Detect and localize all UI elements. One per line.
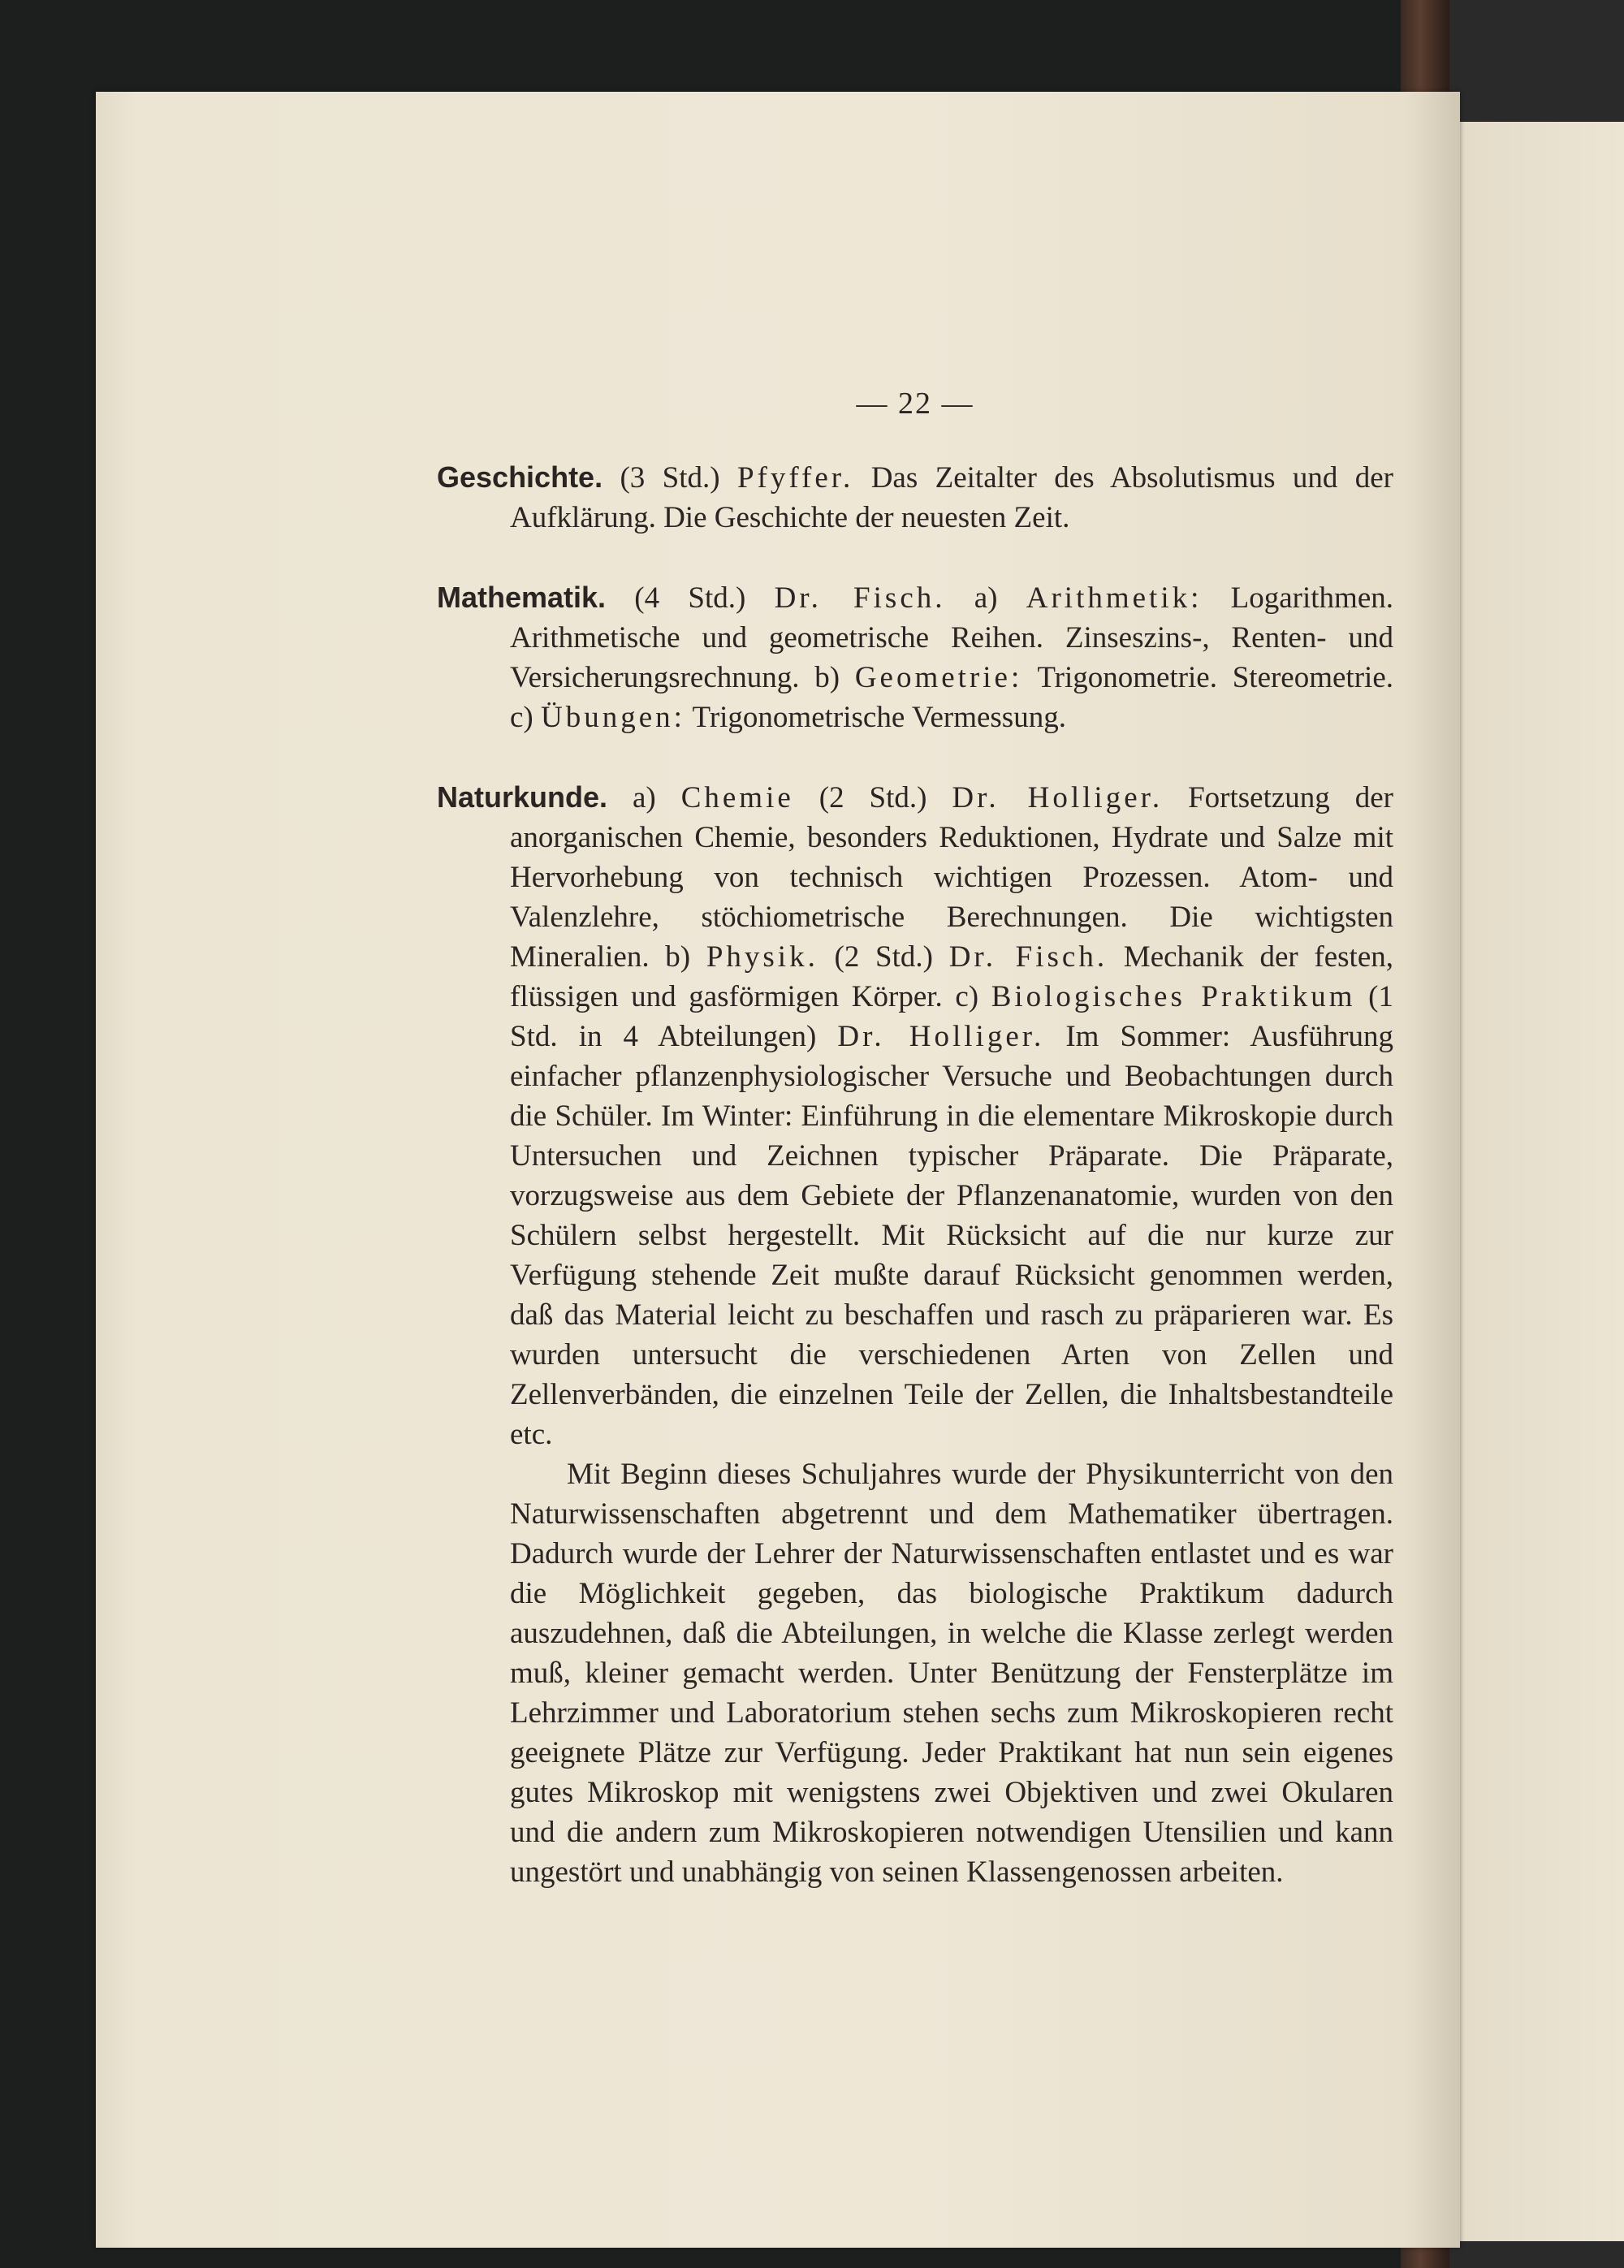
section-heading: Mathematik.: [437, 581, 607, 614]
book-page: [96, 92, 1460, 2248]
facing-page-edge: [1441, 122, 1624, 2241]
page-text: [437, 368, 1393, 1892]
closing-paragraph: Mit Beginn dieses Schuljahres wurde der Physikunterricht von den Naturwissenschaften abgetrennt und dem Mathematiker übertragen. Dadurch wurde der Lehrer der Naturwissenschaften entlastet und es war die Möglichkeit gegeben, das biologische Praktikum dadurch auszudehnen, daß die Abteilungen, in welche die Klasse zerlegt werden muß, kleiner gemacht werden. Unter Benützung der Fensterplätze im Lehrzimmer und Laboratorium stehen sechs zum Mikroskopieren recht geeignete Plätze zur Verfügung. Jeder Praktikant hat nun sein eigenes gutes Mikroskop mit wenigstens zwei Objektiven und zwei Okularen und die andern zum Mikroskopieren notwendigen Utensilien und kann ungestört und unabhängig von seinen Klassengenossen arbeiten.: [510, 1458, 1393, 1889]
section-heading: Geschichte.: [437, 460, 603, 494]
section-geschichte: Geschichte. (3 Std.) Pfyffer. Das Zeitalter des Absolutismus und der Aufklärung. Die Geschichte der neuesten Zeit.: [437, 460, 1393, 534]
page-number: — 22 —: [856, 387, 974, 421]
section-mathematik: Mathematik. (4 Std.) Dr. Fisch. a) Arithmetik: Logarithmen. Arithmetische und geometrische Reihen. Zinseszins-, Renten- und Versicherungsrechnung. b) Geometrie: Trigonometrie. Stereometrie. c) Übungen: Trigonometrische Vermessung.: [437, 581, 1394, 734]
section-heading: Naturkunde.: [437, 780, 608, 814]
section-naturkunde: Naturkunde. a) Chemie (2 Std.) Dr. Holliger. Fortsetzung der anorganischen Chemie, besonders Reduktionen, Hydrate und Salze mit Hervorhebung von technisch wichtigen Prozessen. Atom- und Valenzlehre, stöchiometrische Berechnungen. Die wichtigsten Mineralien. b) Physik. (2 Std.) Dr. Fisch. Mechanik der festen, flüssigen und gasförmigen Körper. c) Biologisches Praktikum (1 Std. in 4 Abteilungen) Dr. Holliger. Im Sommer: Ausführung einfacher pflanzenphysiologischer Versuche und Beobachtungen durch die Schüler. Im Winter: Einführung in die elementare Mikroskopie durch Untersuchen und Zeichnen typischer Präparate. Die Präparate, vorzugsweise aus dem Gebiete der Pflanzenanatomie, wurden von den Schülern selbst hergestellt. Mit Rücksicht auf die nur kurze zur Verfügung stehende Zeit mußte darauf Rücksicht genommen werden, daß das Material leicht zu beschaffen und rasch zu präparieren war. Es wurden untersucht die verschiedenen Arten von Zellen und Zellenverbänden, die einzelnen Teile der Zellen, die Inhaltsbestandteile etc.: [437, 780, 1394, 1451]
